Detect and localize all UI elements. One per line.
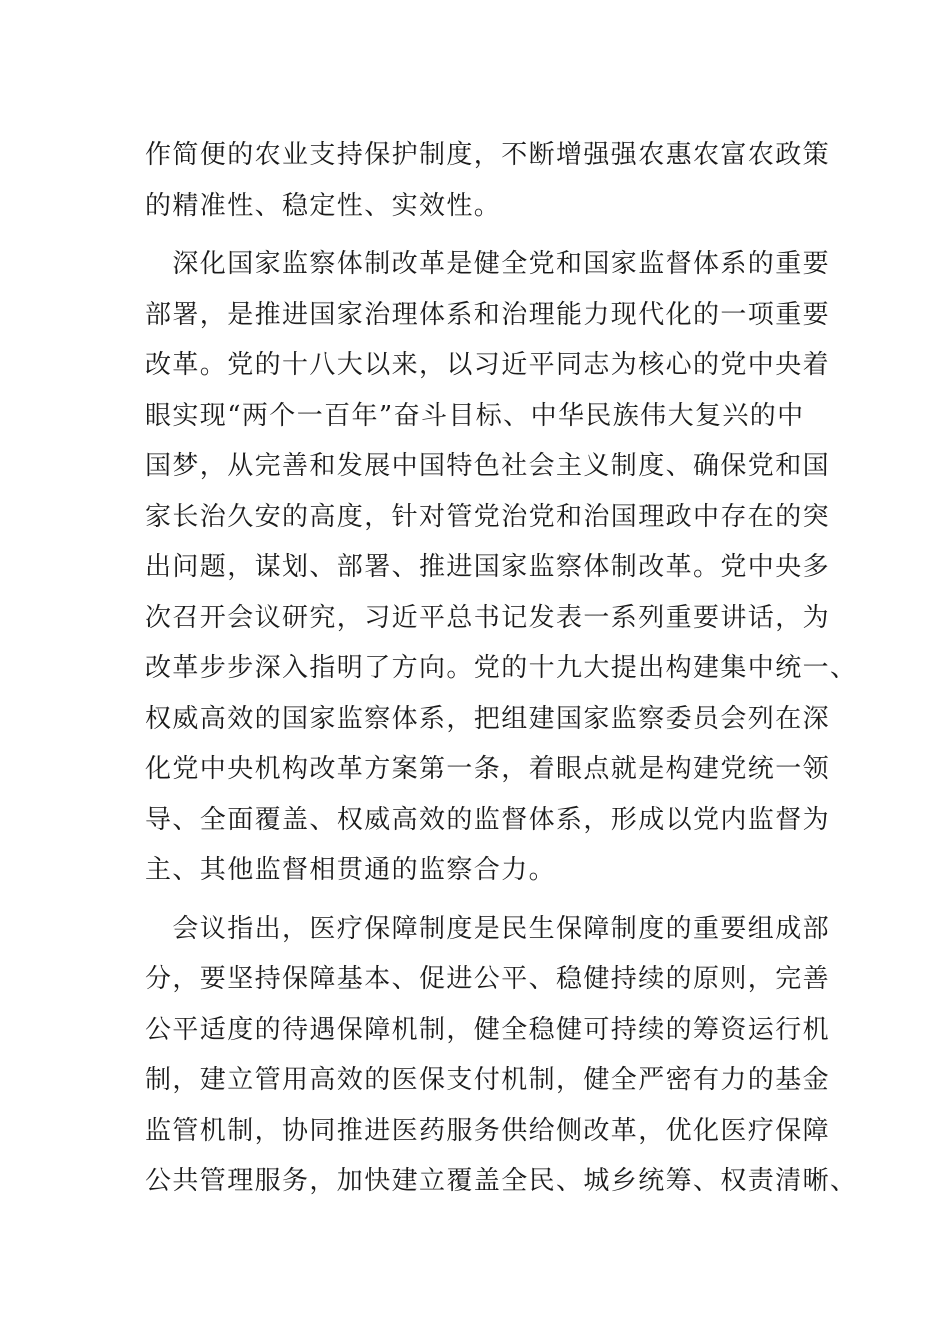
text-line: 权威高效的国家监察体系，把组建国家监察委员会列在深 <box>145 703 831 734</box>
text-line: 监管机制，协同推进医药服务供给侧改革，优化医疗保障 <box>145 1115 831 1146</box>
text-line: 公共管理服务，加快建立覆盖全民、城乡统筹、权责清晰、 <box>145 1166 858 1196</box>
text-line: 公平适度的待遇保障机制，健全稳健可持续的筹资运行机 <box>145 1014 831 1045</box>
text-line: 出问题，谋划、部署、推进国家监察体制改革。党中央多 <box>145 552 831 582</box>
text-line: 家长治久安的高度，针对管党治党和治国理政中存在的突 <box>145 501 831 532</box>
text-line: 眼实现“两个一百年”奋斗目标、中华民族伟大复兴的中 <box>145 400 805 431</box>
paragraph-1 <box>145 130 831 231</box>
text-line: 改革。党的十八大以来，以习近平同志为核心的党中央着 <box>145 350 831 380</box>
text-line: 国梦，从完善和发展中国特色社会主义制度、确保党和国 <box>145 451 831 481</box>
text-line: 会议指出，医疗保障制度是民生保障制度的重要组成部 <box>145 913 831 944</box>
paragraph-2 <box>145 239 858 896</box>
paragraph-gap <box>145 231 805 239</box>
body-text <box>145 130 858 1207</box>
text-line: 改革步步深入指明了方向。党的十九大提出构建集中统一、 <box>145 653 858 683</box>
text-line: 部署，是推进国家治理体系和治理能力现代化的一项重要 <box>145 299 831 330</box>
text-line: 深化国家监察体制改革是健全党和国家监督体系的重要 <box>145 249 831 279</box>
text-line: 制，建立管用高效的医保支付机制，健全严密有力的基金 <box>145 1065 831 1095</box>
paragraph-gap <box>145 896 805 904</box>
text-line: 分，要坚持保障基本、促进公平、稳健持续的原则，完善 <box>145 964 831 994</box>
text-line: 次召开会议研究，习近平总书记发表一系列重要讲话，为 <box>145 602 831 633</box>
paragraph-3 <box>145 904 858 1207</box>
text-line: 作简便的农业支持保护制度，不断增强强农惠农富农政策 <box>145 140 831 170</box>
text-line: 的精准性、稳定性、实效性。 <box>145 190 502 221</box>
text-line: 主、其他监督相贯通的监察合力。 <box>145 855 557 885</box>
text-line: 化党中央机构改革方案第一条，着眼点就是构建党统一领 <box>145 754 831 784</box>
text-line: 导、全面覆盖、权威高效的监督体系，形成以党内监督为 <box>145 804 831 835</box>
